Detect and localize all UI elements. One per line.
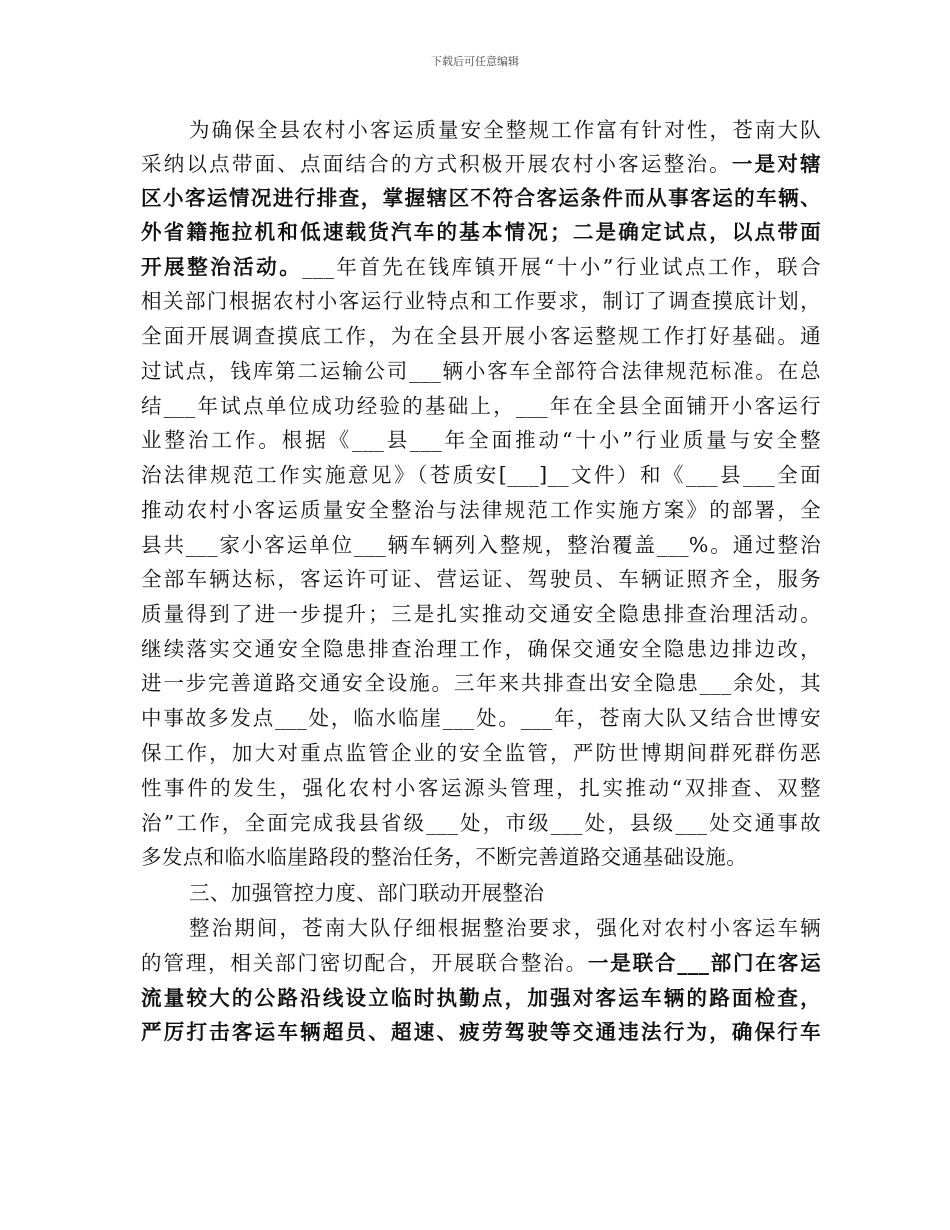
paragraph-line	[141, 771, 821, 805]
paragraph-line	[141, 458, 821, 492]
text-segment: 采纳以点带面、点面结合的方式积极开展农村小客运整治。	[141, 152, 732, 176]
text-segment: 质量得到了进一步提升；三是扎实推动交通安全隐患排查治理活动。	[141, 602, 821, 626]
paragraph-line	[141, 284, 821, 318]
paragraph-line	[141, 1015, 821, 1049]
text-segment: 推动农村小客运质量安全整治与法律规范工作实施方案》的部署，全	[141, 498, 821, 522]
text-segment: 为确保全县农村小客运质量安全整规工作富有针对性，苍南大队	[189, 118, 821, 142]
paragraph-line	[141, 319, 821, 353]
paragraph-line	[141, 840, 821, 874]
paragraph-line	[141, 250, 821, 284]
text-segment: 进一步完善道路交通安全设施。三年来共排查出安全隐患___余处，其	[141, 671, 821, 695]
text-segment-bold: 区小客运情况进行排查，掌握辖区不符合客运条件而从事客运的车辆、	[141, 186, 821, 210]
paragraph-line	[141, 493, 821, 527]
paragraph-line	[141, 701, 821, 735]
section-heading	[189, 876, 821, 910]
text-segment-bold: 外省籍拖拉机和低速载货汽车的基本情况；二是确定试点，以点带面	[141, 220, 821, 244]
text-segment: ___年首先在钱库镇开展“十小”行业试点工作，联合	[302, 255, 821, 279]
text-segment: 整治期间，苍南大队仔细根据整治要求，强化对农村小客运车辆	[189, 916, 821, 940]
text-segment: 业整治工作。根据《___县___年全面推动“十小”行业质量与安全整	[141, 428, 821, 452]
text-segment: 的管理，相关部门密切配合，开展联合整治。	[141, 951, 588, 975]
paragraph-line	[141, 597, 821, 631]
text-segment-bold: 严厉打击客运车辆超员、超速、疲劳驾驶等交通违法行为，确保行车	[141, 1020, 821, 1044]
paragraph-line	[141, 946, 821, 980]
paragraph-line	[189, 113, 821, 147]
paragraph-line	[141, 666, 821, 700]
text-segment: 县共___家小客运单位___辆车辆列入整规，整治覆盖___%。通过整治	[141, 533, 821, 557]
paragraph-line	[141, 423, 821, 457]
text-segment: 治法律规范工作实施意见》（苍质安[___]__文件）和《___县___全面	[141, 463, 821, 487]
paragraph-line	[141, 562, 821, 596]
paragraph-line	[141, 215, 821, 249]
text-segment: 治”工作，全面完成我县省级___处，市级___处，县级___处交通事故	[141, 811, 821, 835]
paragraph-line	[141, 632, 821, 666]
text-segment: 保工作，加大对重点监管企业的安全监管，严防世博期间群死群伤恶	[141, 741, 821, 765]
paragraph-line	[141, 181, 821, 215]
paragraph-line	[141, 354, 821, 388]
paragraph-line	[141, 528, 821, 562]
section-heading-text: 三、加强管控力度、部门联动开展整治	[189, 881, 545, 905]
text-segment: 全面开展调查摸底工作，为在全县开展小客运整规工作打好基础。通	[141, 324, 821, 348]
page-header-note: 下载后可任意编辑	[431, 55, 519, 68]
text-segment-bold: 一是联合___部门在客运	[587, 951, 821, 975]
text-segment-bold: 流量较大的公路沿线设立临时执勤点，加强对客运车辆的路面检查，	[141, 986, 821, 1010]
paragraph-line	[141, 806, 821, 840]
paragraph-line	[141, 389, 821, 423]
paragraph-line	[141, 147, 821, 181]
text-segment-bold: 开展整治活动。	[141, 255, 303, 279]
text-segment: 中事故多发点___处，临水临崖___处。___年，苍南大队又结合世博安	[141, 706, 821, 730]
text-segment: 结___年试点单位成功经验的基础上，___年在全县全面铺开小客运行	[141, 394, 821, 418]
text-segment: 多发点和临水临崖路段的整治任务，不断完善道路交通基础设施。	[141, 845, 748, 869]
paragraph-line	[141, 981, 821, 1015]
text-segment: 继续落实交通安全隐患排查治理工作，确保交通安全隐患边排边改，	[141, 637, 821, 661]
paragraph-line	[189, 911, 821, 945]
text-segment: 相关部门根据农村小客运行业特点和工作要求，制订了调查摸底计划，	[141, 289, 821, 313]
text-segment: 过试点，钱库第二运输公司___辆小客车全部符合法律规范标准。在总	[141, 359, 821, 383]
text-segment: 全部车辆达标，客运许可证、营运证、驾驶员、车辆证照齐全，服务	[141, 567, 821, 591]
text-segment-bold: 一是对辖	[731, 152, 821, 176]
text-segment: 性事件的发生，强化农村小客运源头管理，扎实推动“双排查、双整	[141, 776, 821, 800]
paragraph-line	[141, 736, 821, 770]
